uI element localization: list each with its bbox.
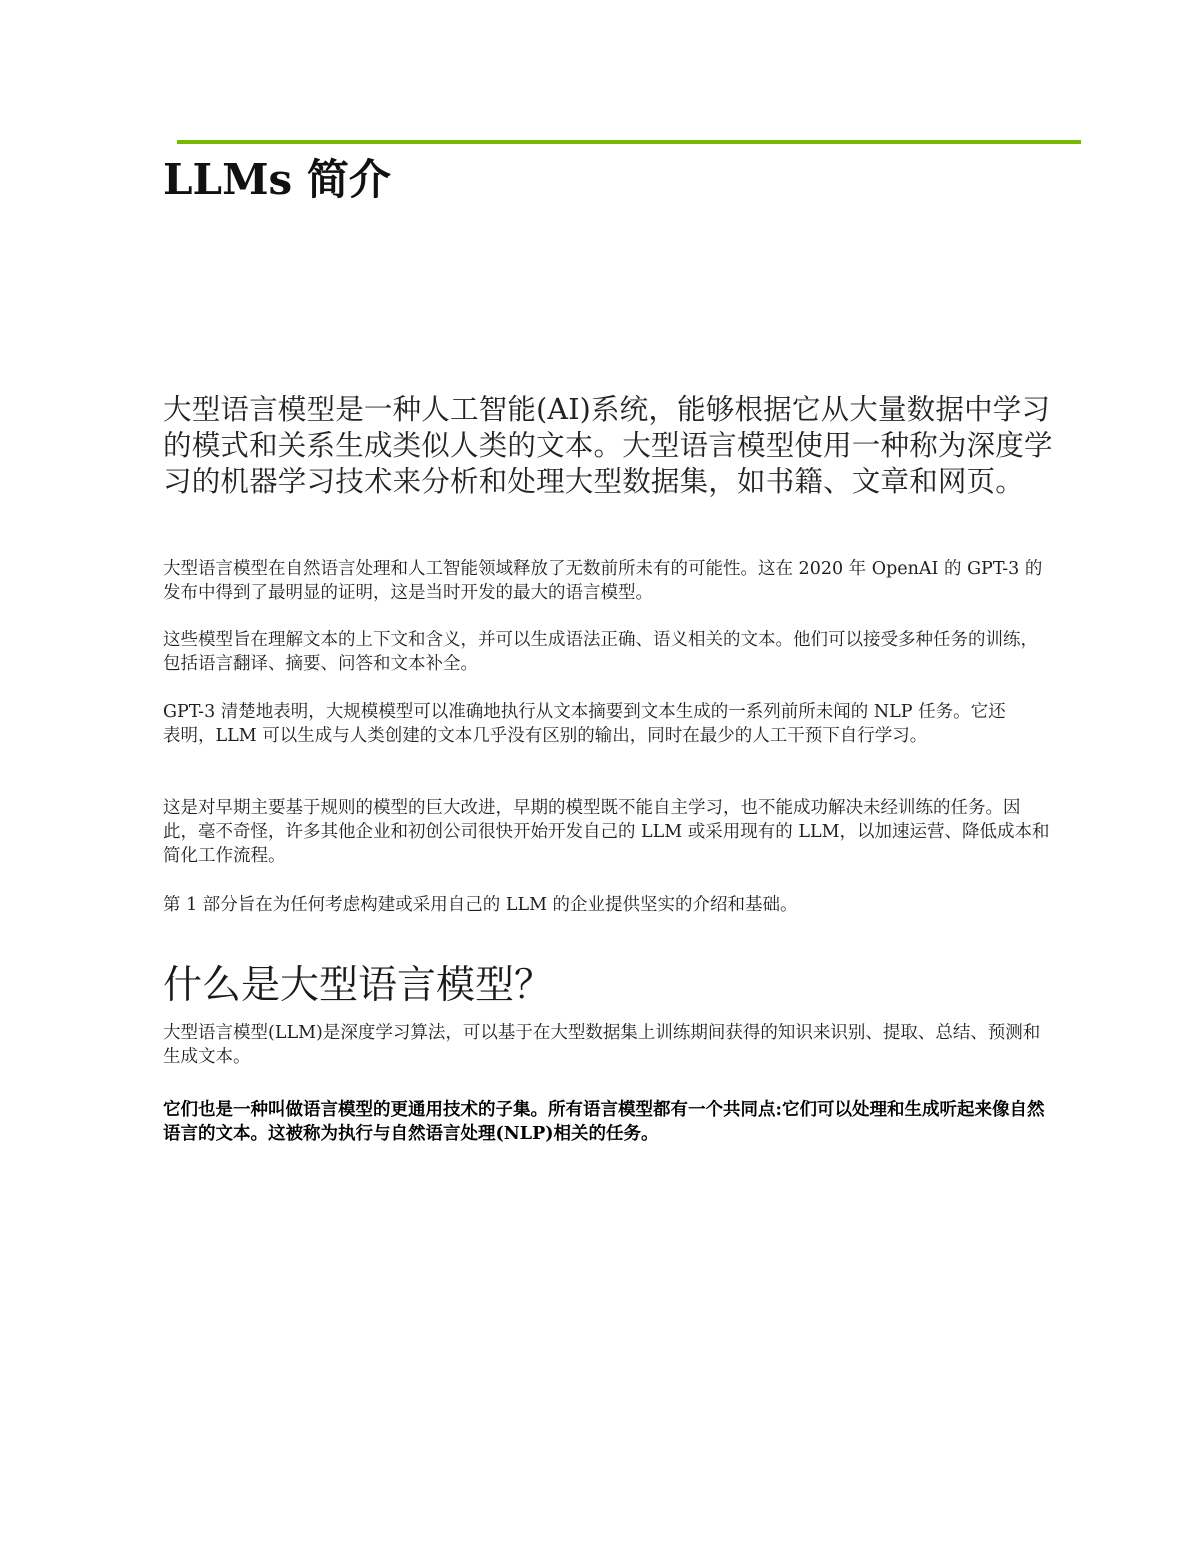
accent-rule [177, 140, 1081, 144]
body-paragraph-2: 这些模型旨在理解文本的上下文和含义，并可以生成语法正确、语义相关的文本。他们可以接受多种任务的训练，包括语言翻译、摘要、问答和文本补全。 [163, 630, 1038, 674]
body-paragraph-5: 第 1 部分旨在为任何考虑构建或采用自己的 LLM 的企业提供坚实的介绍和基础。 [163, 895, 798, 915]
body-paragraph-4: 这是对早期主要基于规则的模型的巨大改进，早期的模型既不能自主学习，也不能成功解决未经训练的任务。因此，毫不奇怪，许多其他企业和初创公司很快开始开发自己的 LLM 或采用现有的 LLM，以加速运营、降低成本和简化工作流程。 [163, 798, 1050, 866]
lead-paragraph: 大型语言模型是一种人工智能(AI)系统，能够根据它从大量数据中学习的模式和关系生成类似人类的文本。大型语言模型使用一种称为深度学习的机器学习技术来分析和处理大型数据集，如书籍、文章和网页。 [163, 393, 1053, 498]
section-bold-paragraph: 它们也是一种叫做语言模型的更通用技术的子集。所有语言模型都有一个共同点:它们可以处理和生成听起来像自然语言的文本。这被称为执行与自然语言处理(NLP)相关的任务。 [163, 1100, 1045, 1144]
body-paragraph-1: 大型语言模型在自然语言处理和人工智能领域释放了无数前所未有的可能性。这在 2020 年 OpenAI 的 GPT-3 的发布中得到了最明显的证明，这是当时开发的最大的语言模型。 [163, 559, 1043, 603]
body-paragraph-3: GPT-3 清楚地表明，大规模模型可以准确地执行从文本摘要到文本生成的一系列前所未闻的 NLP 任务。它还表明，LLM 可以生成与人类创建的文本几乎没有区别的输出，同时在最少的人工干预下自行学习。 [163, 702, 1006, 746]
section-heading: 什么是大型语言模型？ [163, 963, 554, 1008]
section-paragraph: 大型语言模型(LLM)是深度学习算法，可以基于在大型数据集上训练期间获得的知识来识别、提取、总结、预测和生成文本。 [163, 1023, 1041, 1067]
document-title: LLMs 简介 [163, 155, 391, 204]
